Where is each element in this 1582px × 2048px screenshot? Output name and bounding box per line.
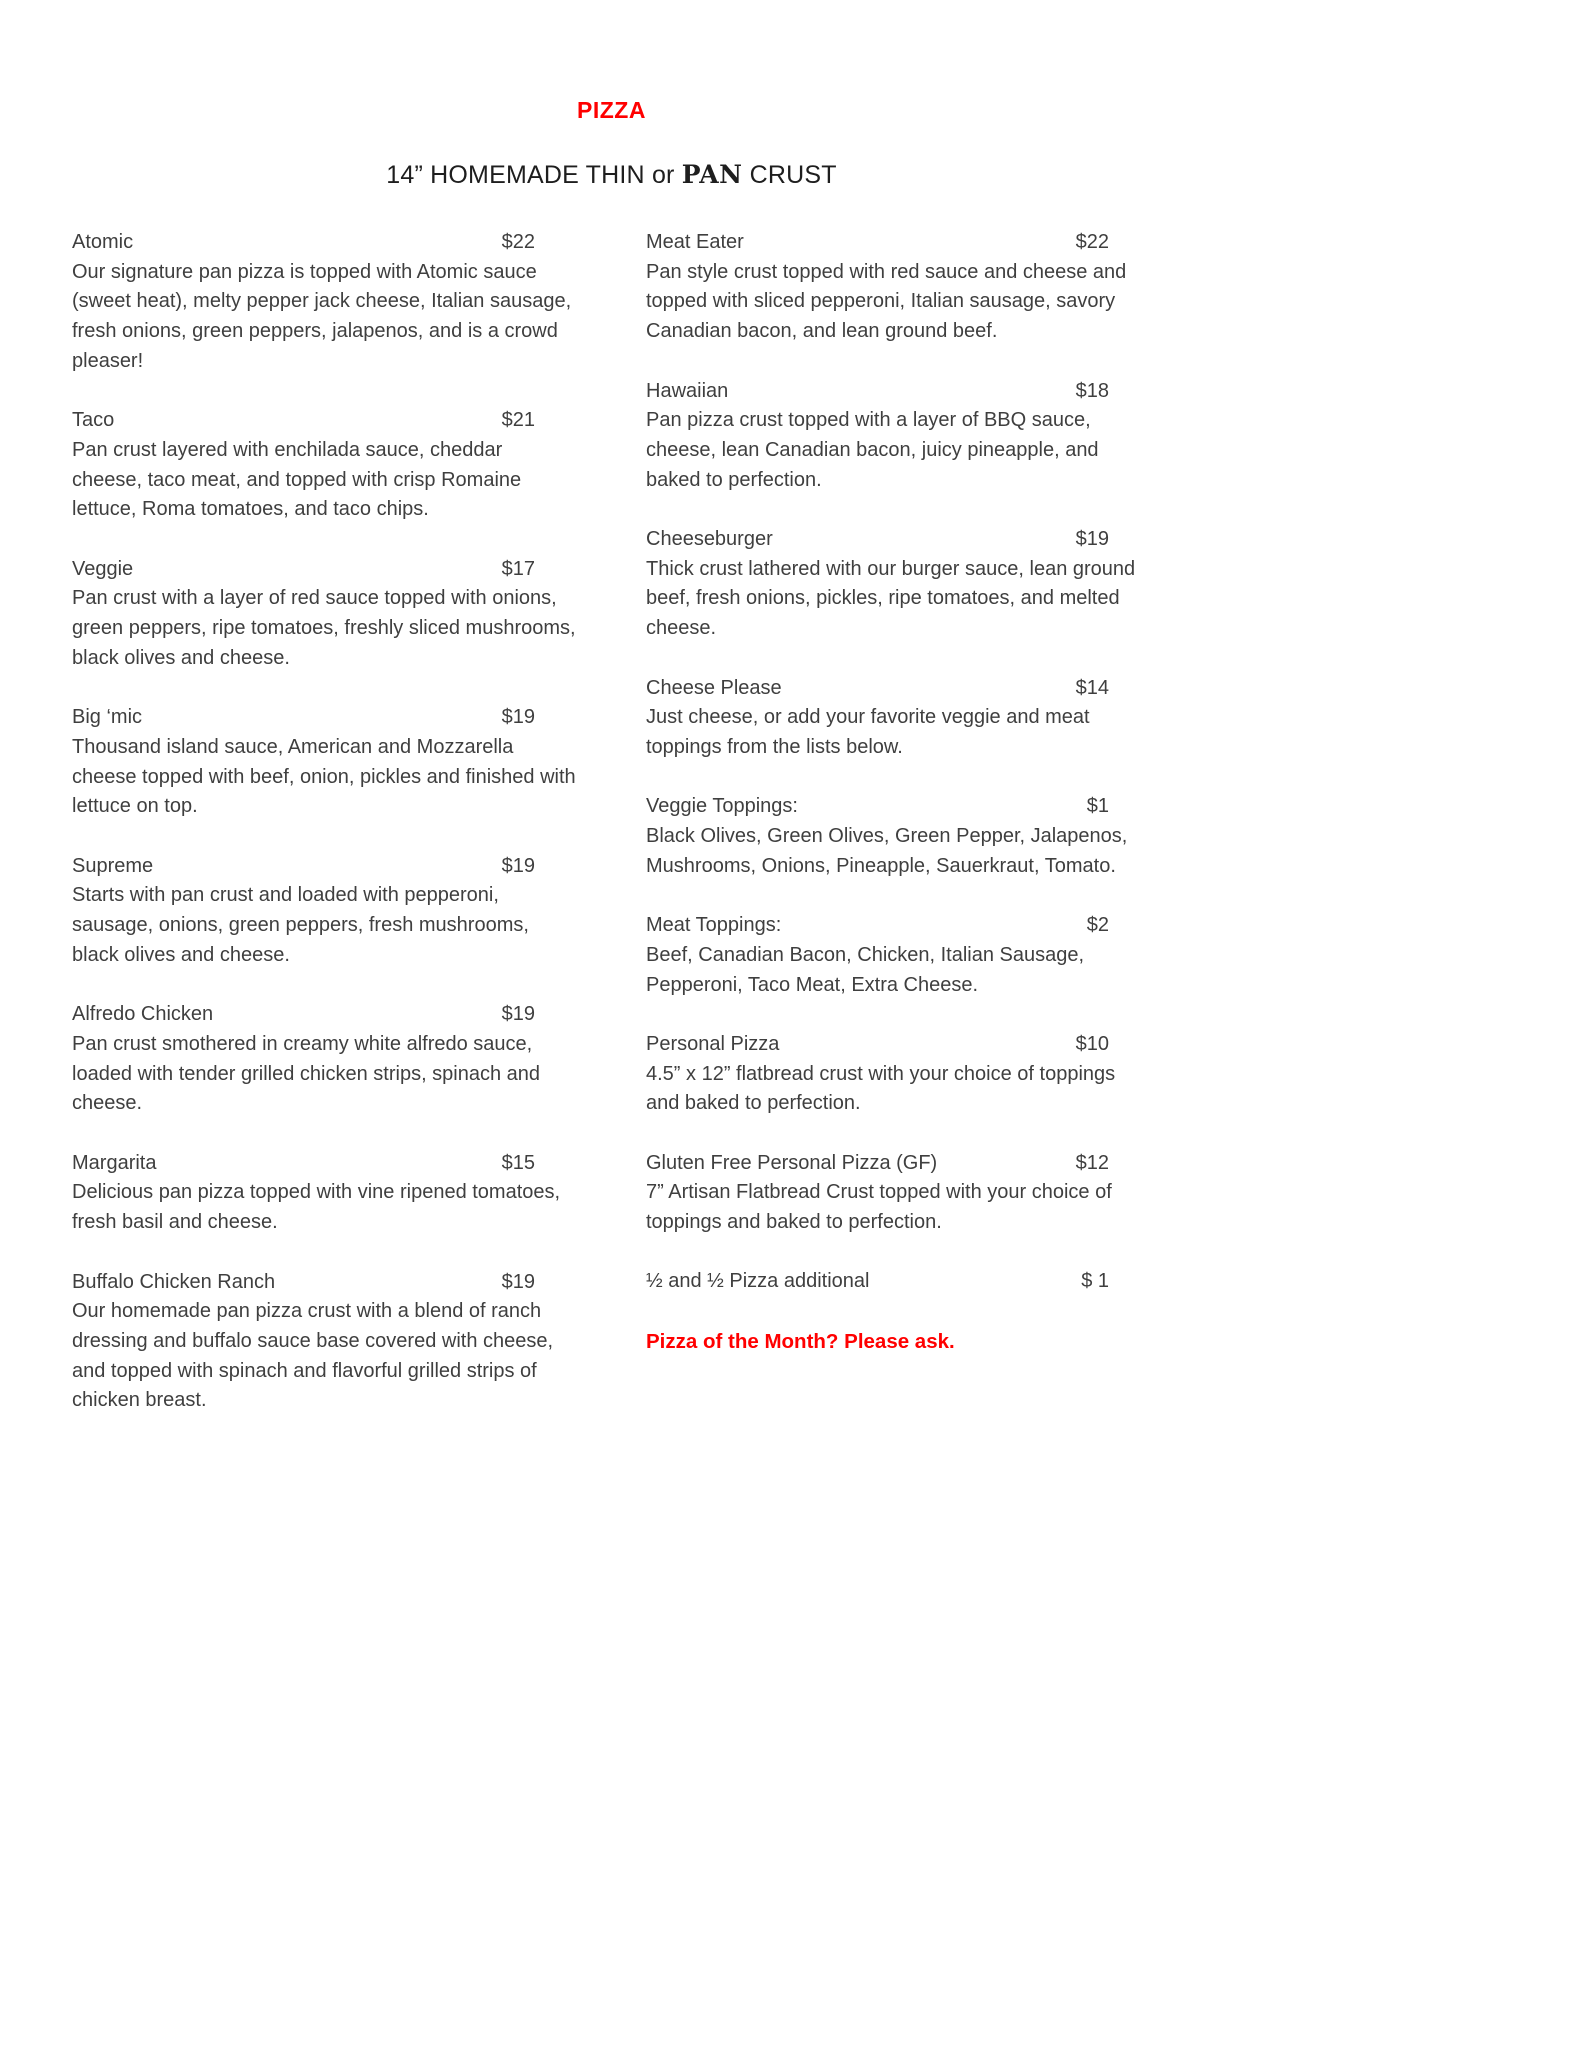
- item-name: Meat Toppings:: [646, 914, 782, 937]
- menu-item: [72, 1149, 577, 1238]
- menu-item: [646, 1267, 1151, 1297]
- item-price: $1: [1086, 795, 1109, 818]
- menu-item: [72, 703, 577, 822]
- item-name: Cheeseburger: [646, 528, 773, 550]
- item-description: Starts with pan crust and loaded with pepperoni, sausage, onions, green peppers, fresh mushrooms, black olives and cheese.: [72, 884, 529, 966]
- item-description: Delicious pan pizza topped with vine ripened tomatoes, fresh basil and cheese.: [72, 1181, 561, 1234]
- page-title: PIZZA: [577, 97, 646, 123]
- item-name-price-row: [72, 852, 577, 882]
- menu-content: [72, 96, 1151, 1446]
- item-name-price-row: [646, 911, 1151, 941]
- menu-item: [646, 228, 1151, 347]
- item-description: Our signature pan pizza is topped with Atomic sauce (sweet heat), melty pepper jack cheese, Italian sausage, fresh onions, green peppers, jalapenos, and is a crowd pleaser!: [72, 260, 572, 372]
- item-name: Atomic: [72, 231, 134, 253]
- subtitle-post-text: CRUST: [742, 161, 837, 189]
- pizza-of-month-note: Pizza of the Month? Please ask.: [646, 1329, 955, 1353]
- item-name-price-row: [646, 1267, 1151, 1297]
- item-description: Just cheese, or add your favorite veggie and meat toppings from the lists below.: [646, 706, 1090, 758]
- menu-column-right: [646, 228, 1151, 1446]
- menu-item: [72, 1268, 577, 1417]
- menu-item: [646, 1149, 1151, 1238]
- item-price: $10: [1075, 1032, 1109, 1055]
- item-price: $22: [1075, 231, 1109, 253]
- item-name-price-row: [646, 792, 1151, 822]
- menu-item: [646, 674, 1151, 763]
- menu-item: [72, 852, 577, 971]
- menu-item: [72, 406, 577, 525]
- item-name-price-row: [72, 1268, 577, 1298]
- item-description: Pan crust smothered in creamy white alfredo sauce, loaded with tender grilled chicken strips, spinach and cheese.: [72, 1032, 541, 1115]
- item-name-price-row: [72, 406, 577, 436]
- item-name: Supreme: [72, 854, 154, 877]
- item-price: $21: [501, 409, 535, 432]
- menu-item: [646, 792, 1151, 881]
- menu-item: [72, 555, 577, 674]
- item-name: Personal Pizza: [646, 1032, 780, 1055]
- item-description: Beef, Canadian Bacon, Chicken, Italian Sausage, Pepperoni, Taco Meat, Extra Cheese.: [646, 943, 1085, 996]
- menu-item: [646, 1030, 1151, 1119]
- subtitle-pre-text: 14” HOMEMADE THIN or: [386, 161, 682, 189]
- item-description: Pan style crust topped with red sauce and cheese and topped with sliced pepperoni, Italian sausage, savory Canadian bacon, and lean ground beef.: [646, 260, 1127, 343]
- item-name-price-row: [646, 1149, 1151, 1179]
- item-name-price-row: [72, 1000, 577, 1030]
- item-price: $15: [501, 1151, 535, 1174]
- item-price: $12: [1075, 1151, 1109, 1174]
- page-subtitle: [72, 160, 1151, 190]
- item-name: ½ and ½ Pizza additional: [646, 1270, 870, 1293]
- menu-item: [646, 377, 1151, 496]
- item-name-price-row: [646, 674, 1151, 704]
- item-name: Cheese Please: [646, 676, 782, 699]
- item-name: Alfredo Chicken: [72, 1003, 214, 1026]
- item-name: Buffalo Chicken Ranch: [72, 1270, 276, 1293]
- item-name-price-row: [72, 1149, 577, 1179]
- item-price: $19: [501, 854, 535, 877]
- item-price: $2: [1086, 914, 1109, 937]
- item-name-price-row: [646, 1030, 1151, 1060]
- item-price: $14: [1075, 676, 1109, 699]
- item-price: $19: [1075, 528, 1109, 550]
- item-name: Meat Eater: [646, 231, 744, 253]
- item-name-price-row: [646, 377, 1151, 407]
- menu-item: [646, 911, 1151, 1000]
- item-description: Thick crust lathered with our burger sauce, lean ground beef, fresh onions, pickles, ripe tomatoes, and melted cheese.: [646, 557, 1136, 640]
- item-price: $22: [501, 231, 535, 253]
- item-name-price-row: [646, 525, 1151, 555]
- menu-columns: [72, 228, 1151, 1446]
- item-description: Black Olives, Green Olives, Green Pepper, Jalapenos, Mushrooms, Onions, Pineapple, Sauerkraut, Tomato.: [646, 825, 1128, 877]
- item-name: Gluten Free Personal Pizza (GF): [646, 1151, 938, 1174]
- item-price: $19: [501, 1003, 535, 1026]
- item-description: Thousand island sauce, American and Mozzarella cheese topped with beef, onion, pickles and finished with lettuce on top.: [72, 735, 576, 818]
- subtitle-pan-emphasis: PAN: [681, 160, 743, 189]
- item-description: Pan crust layered with enchilada sauce, cheddar cheese, taco meat, and topped with crisp Romaine lettuce, Roma tomatoes, and taco chips.: [72, 438, 522, 521]
- item-name: Margarita: [72, 1151, 157, 1174]
- item-description: Pan pizza crust topped with a layer of BBQ sauce, cheese, lean Canadian bacon, juicy pineapple, and baked to perfection.: [646, 409, 1099, 491]
- item-name: Hawaiian: [646, 379, 729, 402]
- item-name-price-row: [72, 703, 577, 733]
- item-name-price-row: [646, 228, 1151, 258]
- item-description: 7” Artisan Flatbread Crust topped with your choice of toppings and baked to perfection.: [646, 1181, 1112, 1234]
- item-description: Our homemade pan pizza crust with a blend of ranch dressing and buffalo sauce base covered with cheese, and topped with spinach and flavorful grilled strips of chicken breast.: [72, 1300, 554, 1412]
- item-description: 4.5” x 12” flatbread crust with your choice of toppings and baked to perfection.: [646, 1062, 1116, 1115]
- item-price: $19: [501, 1270, 535, 1293]
- menu-item: [646, 525, 1151, 644]
- item-name-price-row: [72, 555, 577, 585]
- menu-item: [72, 228, 577, 377]
- item-price: $ 1: [1081, 1270, 1109, 1293]
- item-name: Veggie: [72, 557, 134, 580]
- item-price: $18: [1075, 379, 1109, 402]
- item-name-price-row: [72, 228, 577, 258]
- item-price: $19: [501, 706, 535, 729]
- item-name: Big ‘mic: [72, 706, 143, 729]
- item-price: $17: [501, 557, 535, 580]
- item-name: Taco: [72, 409, 115, 432]
- menu-column-left: [72, 228, 577, 1446]
- item-description: Pan crust with a layer of red sauce topped with onions, green peppers, ripe tomatoes, freshly sliced mushrooms, black olives and cheese.: [72, 587, 576, 669]
- item-name: Veggie Toppings:: [646, 795, 798, 818]
- menu-item: [72, 1000, 577, 1119]
